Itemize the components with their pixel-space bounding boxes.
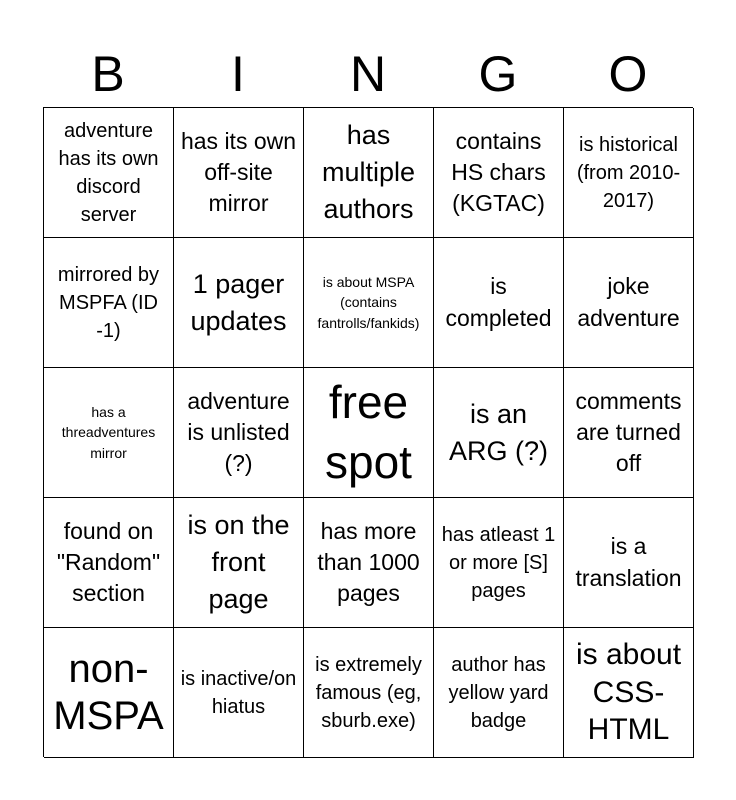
- cell-text: is on the front page: [187, 510, 290, 614]
- cell-text: author has yellow yard badge: [448, 653, 549, 732]
- bingo-header: [43, 40, 693, 108]
- bingo-cell[interactable]: [304, 238, 434, 368]
- cell-text: contains HS chars (KGTAC): [451, 127, 546, 217]
- bingo-cell[interactable]: [174, 368, 304, 498]
- cell-text: is extremely famous (eg, sburb.exe): [315, 653, 422, 732]
- bingo-cell[interactable]: [44, 108, 174, 238]
- header-letter-o: O: [608, 46, 648, 102]
- bingo-cell[interactable]: [174, 498, 304, 628]
- header-letter-i: I: [231, 46, 245, 102]
- bingo-cell[interactable]: [434, 368, 564, 498]
- cell-text: 1 pager updates: [190, 268, 287, 336]
- cell-text: is a translation: [575, 533, 682, 591]
- cell-text: has multiple authors: [321, 120, 416, 224]
- bingo-cell[interactable]: [44, 238, 174, 368]
- cell-text: non-MSPA: [53, 647, 164, 738]
- free-space-cell[interactable]: [304, 368, 434, 498]
- cell-text: adventure has its own discord server: [58, 119, 159, 226]
- bingo-cell[interactable]: [44, 498, 174, 628]
- bingo-cell[interactable]: [434, 108, 564, 238]
- bingo-cell[interactable]: [564, 368, 694, 498]
- bingo-cell[interactable]: [564, 108, 694, 238]
- cell-text: found on "Random" section: [56, 517, 161, 607]
- bingo-cell[interactable]: [434, 498, 564, 628]
- bingo-cell[interactable]: [564, 238, 694, 368]
- cell-text: has its own off-site mirror: [180, 127, 297, 217]
- bingo-cell[interactable]: [304, 108, 434, 238]
- cell-text: has a threadventures mirror: [61, 404, 156, 461]
- bingo-cell[interactable]: [44, 628, 174, 758]
- bingo-cell[interactable]: [44, 368, 174, 498]
- cell-text: has more than 1000 pages: [317, 517, 420, 607]
- bingo-cell[interactable]: [564, 628, 694, 758]
- bingo-cell[interactable]: [434, 628, 564, 758]
- cell-text: mirrored by MSPFA (ID -1): [57, 263, 160, 342]
- header-letter-n: N: [349, 46, 387, 102]
- bingo-cell[interactable]: [174, 108, 304, 238]
- bingo-cell[interactable]: [174, 238, 304, 368]
- bingo-grid: [43, 107, 693, 757]
- cell-text: joke adventure: [577, 273, 680, 331]
- cell-text: is completed: [445, 273, 552, 331]
- cell-text: is historical (from 2010-2017): [576, 133, 681, 212]
- cell-text: is about MSPA (contains fantrolls/fankids): [317, 274, 420, 331]
- cell-text: free spot: [325, 375, 412, 488]
- cell-text: comments are turned off: [575, 387, 682, 477]
- bingo-cell[interactable]: [304, 628, 434, 758]
- cell-text: is inactive/on hiatus: [180, 667, 297, 718]
- header-letter-g: G: [478, 46, 518, 102]
- bingo-cell[interactable]: [434, 238, 564, 368]
- bingo-cell[interactable]: [564, 498, 694, 628]
- cell-text: adventure is unlisted (?): [187, 387, 290, 477]
- cell-text: is about CSS-HTML: [575, 638, 682, 747]
- cell-text: is an ARG (?): [448, 398, 548, 466]
- bingo-cell[interactable]: [174, 628, 304, 758]
- header-letter-b: B: [91, 46, 125, 102]
- cell-text: has atleast 1 or more [S] pages: [441, 523, 556, 602]
- bingo-cell[interactable]: [304, 498, 434, 628]
